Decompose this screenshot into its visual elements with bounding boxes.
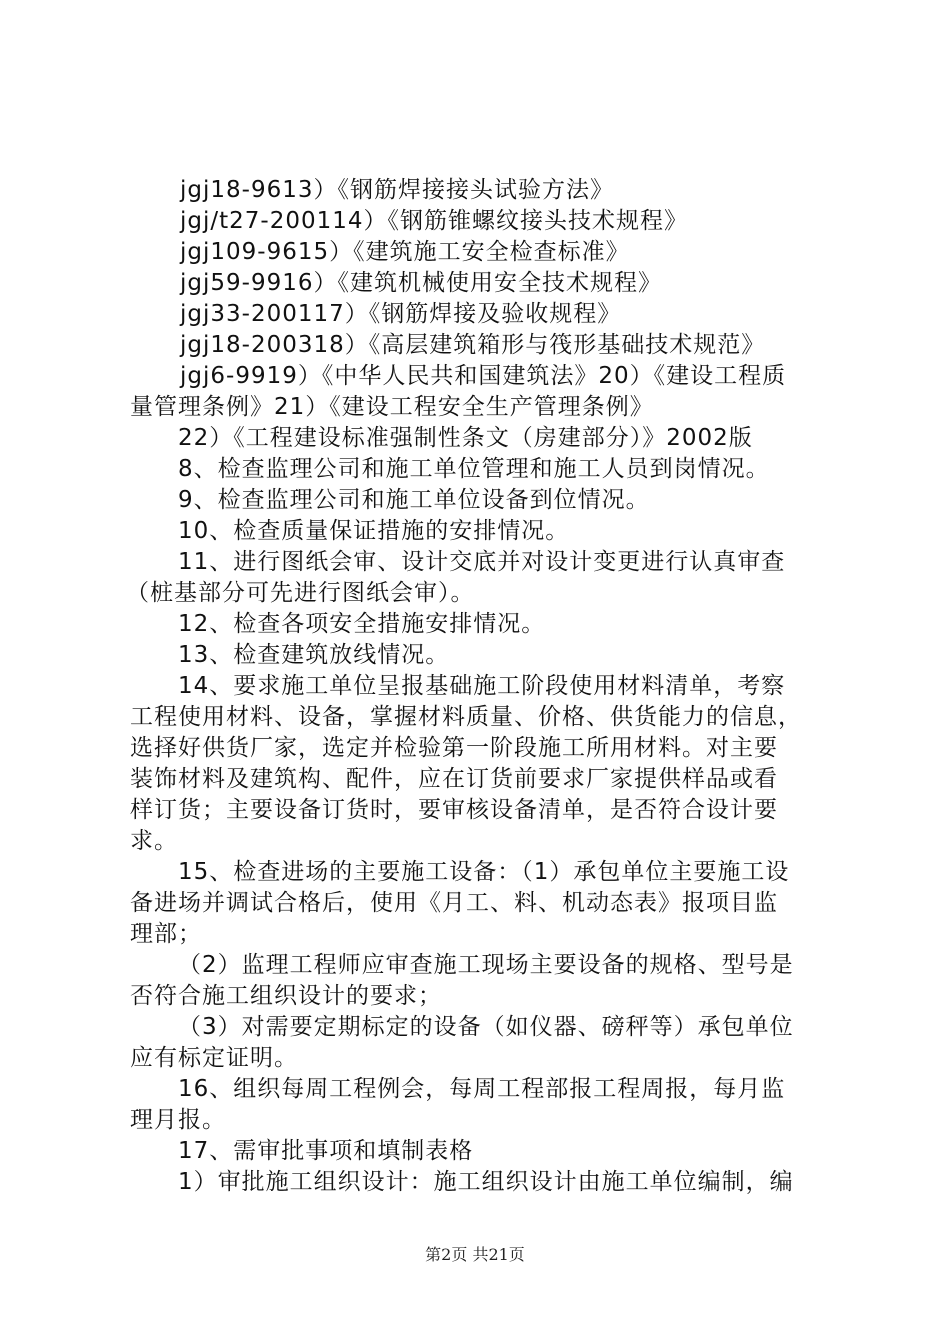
text-line: 11、进行图纸会审、设计交底并对设计变更进行认真审查	[178, 549, 786, 575]
text-line: 理部；	[130, 921, 202, 947]
text-line: 装饰材料及建筑构、配件，应在订货前要求厂家提供样品或看	[130, 766, 778, 792]
page-number-footer: 第2页 共21页	[425, 1245, 525, 1264]
text-line: jgj18-200318）《高层建筑箱形与筏形基础技术规范》	[180, 332, 766, 358]
text-line: jgj109-9615）《建筑施工安全检查标准》	[180, 239, 630, 265]
text-line: 9、检查监理公司和施工单位设备到位情况。	[178, 487, 650, 513]
text-line: 15、检查进场的主要施工设备：（1）承包单位主要施工设	[178, 859, 790, 885]
text-line: jgj/t27-200114）《钢筋锥螺纹接头技术规程》	[180, 208, 689, 234]
text-line: jgj6-9919）《中华人民共和国建筑法》20）《建设工程质	[180, 363, 787, 389]
text-line: 13、检查建筑放线情况。	[178, 642, 450, 668]
text-line: （2）监理工程师应审查施工现场主要设备的规格、型号是	[178, 952, 794, 978]
text-line: 理月报。	[130, 1107, 226, 1133]
text-line: 选择好供货厂家，选定并检验第一阶段施工所用材料。对主要	[130, 735, 778, 761]
text-line: 工程使用材料、设备，掌握材料质量、价格、供货能力的信息，	[130, 704, 802, 730]
text-line: 求。	[130, 828, 178, 854]
text-line: 10、检查质量保证措施的安排情况。	[178, 518, 570, 544]
text-line: 应有标定证明。	[130, 1045, 298, 1071]
text-line: 12、检查各项安全措施安排情况。	[178, 611, 546, 637]
text-line: 14、要求施工单位呈报基础施工阶段使用材料清单，考察	[178, 673, 786, 699]
text-line: 量管理条例》21）《建设工程安全生产管理条例》	[130, 394, 654, 420]
text-line: （桩基部分可先进行图纸会审）。	[126, 580, 475, 606]
text-line: jgj59-9916）《建筑机械使用安全技术规程》	[180, 270, 662, 296]
text-line: 16、组织每周工程例会，每周工程部报工程周报，每月监	[178, 1076, 786, 1102]
text-line: jgj18-9613）《钢筋焊接接头试验方法》	[180, 177, 614, 203]
text-line: jgj33-200117）《钢筋焊接及验收规程》	[180, 301, 622, 327]
text-line: 否符合施工组织设计的要求；	[130, 983, 442, 1009]
text-line: 22）《工程建设标准强制性条文（房建部分）》2002版	[178, 425, 753, 451]
text-line: （3）对需要定期标定的设备（如仪器、磅秤等）承包单位	[178, 1014, 794, 1040]
text-line: 17、需审批事项和填制表格	[178, 1138, 474, 1164]
text-line: 备进场并调试合格后，使用《月工、料、机动态表》报项目监	[130, 890, 778, 916]
text-line: 样订货；主要设备订货时，要审核设备清单，是否符合设计要	[130, 797, 778, 823]
text-line: 8、检查监理公司和施工单位管理和施工人员到岗情况。	[178, 456, 770, 482]
text-line: 1）审批施工组织设计：施工组织设计由施工单位编制，编	[178, 1169, 794, 1195]
